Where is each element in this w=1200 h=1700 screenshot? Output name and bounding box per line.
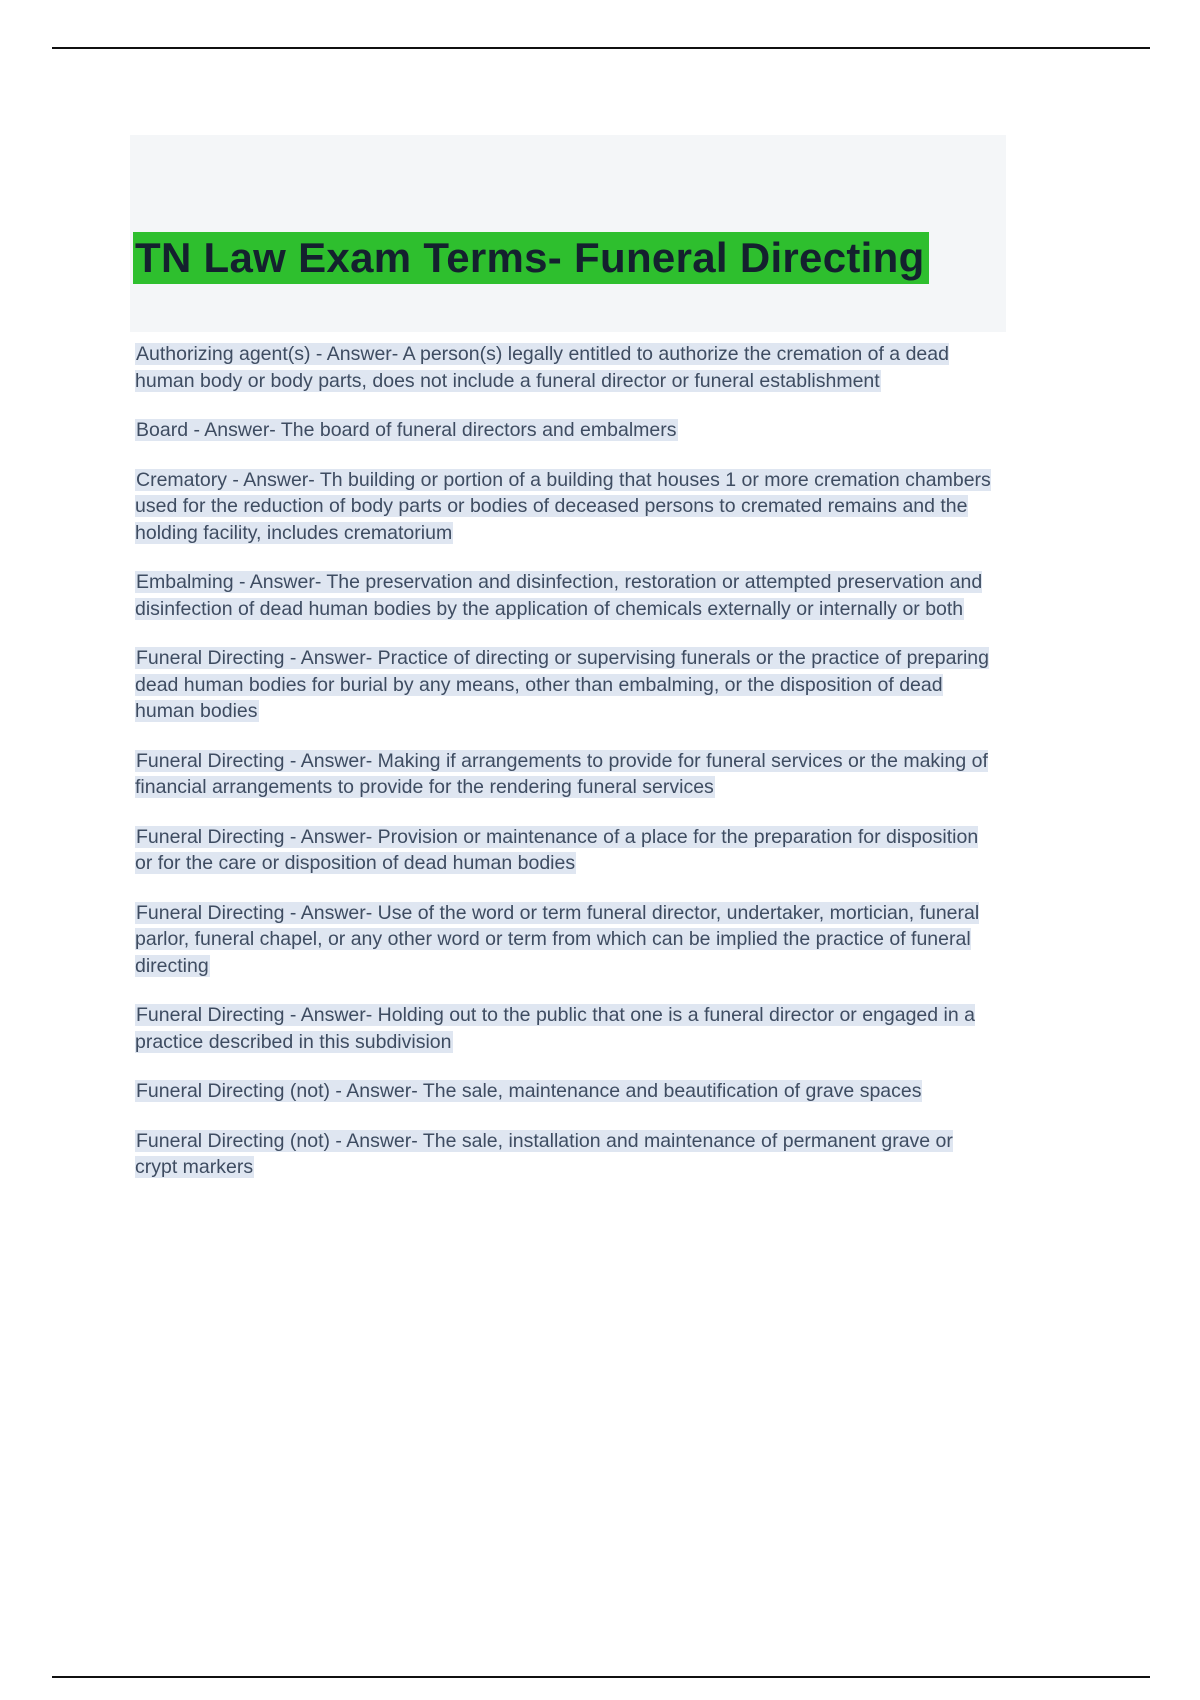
- highlighted-text: Funeral Directing - Answer- Practice of directing or supervising funerals or the practice of preparing dead human bodies for burial by any means, other than embalming, or the disposition of dead human bodies: [135, 647, 989, 722]
- highlighted-text: Embalming - Answer- The preservation and disinfection, restoration or attempted preservation and disinfection of dead human bodies by the application of chemicals externally or internally or both: [135, 571, 983, 620]
- term-definition: [135, 1128, 993, 1181]
- term-definition: [135, 467, 993, 547]
- highlighted-text: Board - Answer- The board of funeral directors and embalmers: [136, 419, 677, 441]
- term-definition: [135, 569, 993, 622]
- term-definition: [135, 748, 993, 801]
- term-definition: [135, 417, 993, 444]
- highlighted-text: Funeral Directing (not) - Answer- The sale, installation and maintenance of permanent grave or crypt markers: [135, 1129, 953, 1178]
- terms-list: [135, 341, 993, 1204]
- highlighted-text: Crematory - Answer- Th building or portion of a building that houses 1 or more cremation chambers used for the reduction of body parts or bodies of deceased persons to cremated remains and the holding facility, includes crematorium: [135, 468, 991, 544]
- term-definition: [135, 1002, 993, 1055]
- title-highlighted-text: TN Law Exam Terms- Funeral Directing: [133, 232, 929, 284]
- highlighted-text: Funeral Directing - Answer- Use of the word or term funeral director, undertaker, mortician, funeral parlor, funeral chapel, or any other word or term from which can be implied the practice of funeral directing: [135, 901, 980, 977]
- term-definition: [135, 645, 993, 725]
- highlighted-text: Funeral Directing - Answer- Holding out to the public that one is a funeral director or engaged in a practice described in this subdivision: [135, 1004, 975, 1053]
- highlighted-text: Funeral Directing - Answer- Making if arrangements to provide for funeral services or the making of financial arrangements to provide for the rendering funeral services: [135, 749, 988, 798]
- term-definition: [135, 900, 993, 980]
- page-title: [133, 232, 1006, 285]
- top-divider: [52, 47, 1150, 49]
- highlighted-text: Funeral Directing - Answer- Provision or maintenance of a place for the preparation for disposition or for the care or disposition of dead human bodies: [135, 825, 979, 874]
- highlighted-text: Authorizing agent(s) - Answer- A person(s) legally entitled to authorize the cremation of a dead human body or body parts, does not include a funeral director or funeral establishment: [135, 343, 949, 392]
- term-definition: [135, 341, 993, 394]
- title-block: [130, 135, 1006, 332]
- term-definition: [135, 1078, 993, 1105]
- highlighted-text: Funeral Directing (not) - Answer- The sale, maintenance and beautification of grave spaces: [136, 1080, 922, 1102]
- term-definition: [135, 824, 993, 877]
- bottom-divider: [52, 1676, 1150, 1678]
